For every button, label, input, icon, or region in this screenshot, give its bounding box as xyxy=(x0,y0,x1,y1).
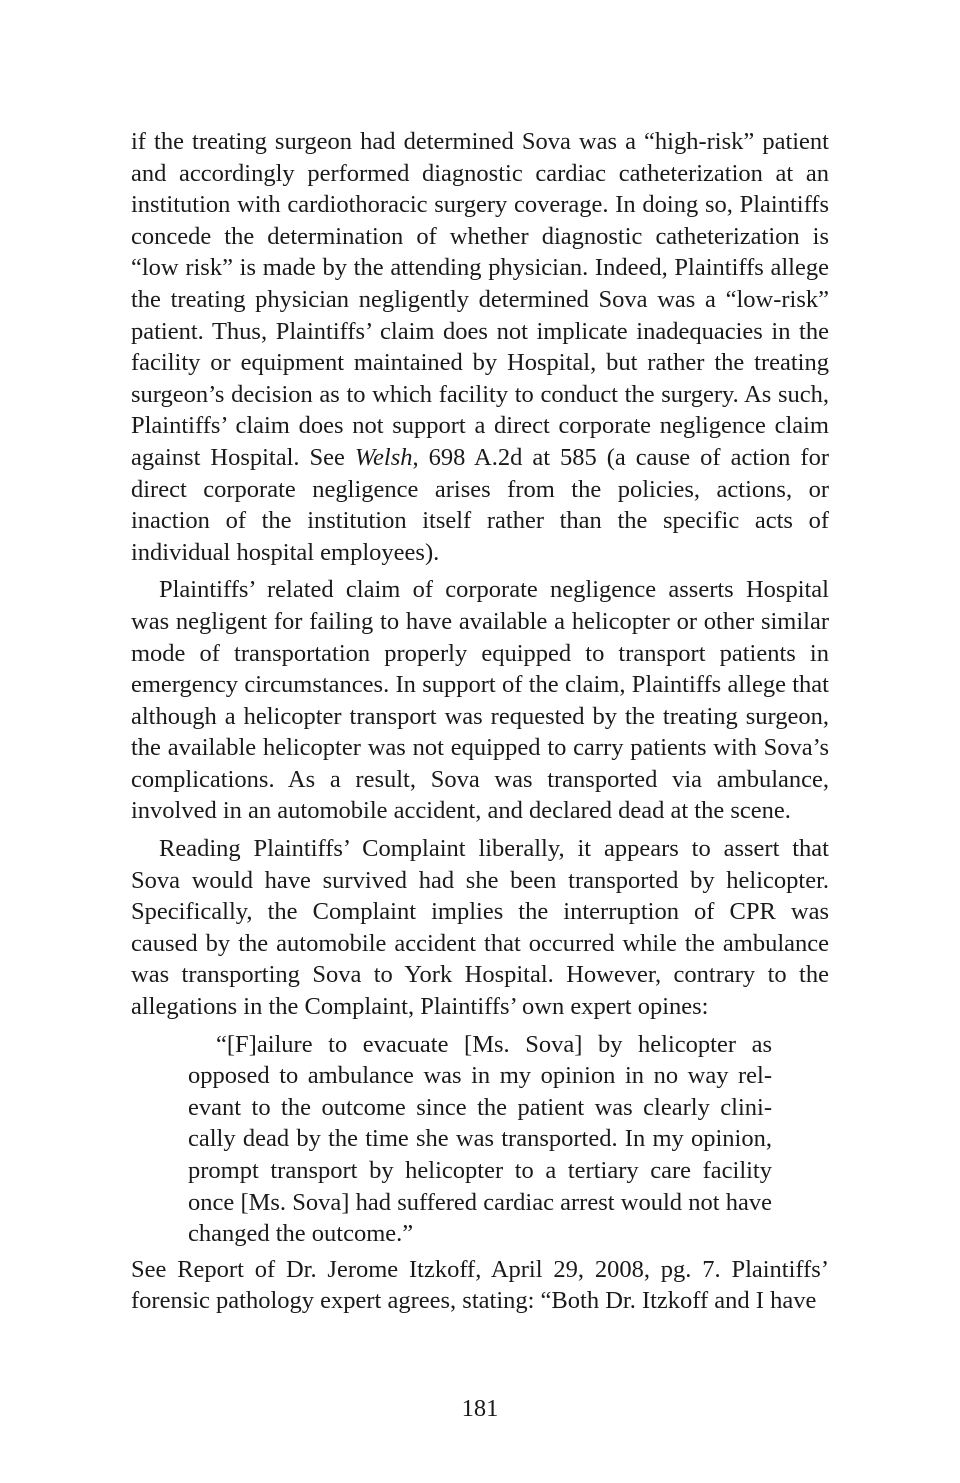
page-number: 181 xyxy=(461,1395,499,1422)
paragraph-2: Plaintiffs’ related claim of corporate negligence asserts Hospital was negligent for failing to have available a helicopter or other similar mode of transportation properly equipped to transport patients in emergency circumstances. In support of the claim, Plaintiffs allege that although a helicopter transport was requested by the treating surgeon, the available helicopter was not equipped to carry patients with Sova’s complications. As a result, Sova was transported via ambulance, involved in an automobile accident, and declared dead at the scene. xyxy=(131,576,829,825)
expert-quote-text: “[F]ailure to evacuate [Ms. Sova] by helicopter as opposed to ambulance was in my opinion in no way relevant to the outcome since the patient was clearly clinically dead by the time she was transported. In my opinion, prompt transport by helicopter to a tertiary care facility once [Ms. Sova] had suffered cardiac arrest would not have changed the outcome.” xyxy=(188,1030,772,1248)
paragraph-3: Reading Plaintiffs’ Complaint liberally, it appears to assert that Sova would have survived had she been transported by helicopter. Specifically, the Complaint implies the interruption of CPR was caused by the automobile accident that occurred while the ambulance was transporting Sova to York Hospital. However, contrary to the allegations in the Complaint, Plaintiffs’ own expert opines: xyxy=(131,835,829,1021)
paragraph-1-text: if the treating surgeon had determined Sova was a “high-risk” patient and accordingly performed diagnostic cardiac catheterization at an institution with cardiothoracic surgery coverage. In doing so, Plaintiffs concede the determination of whether diagnostic catheterization is “low risk” is made by the attending physician. Indeed, Plaintiffs allege the treating physician negligently determined Sova was a “low-risk” patient. Thus, Plaintiffs’ claim does not implicate inadequacies in the facility or equipment maintained by Hospital, but rather the treating surgeon’s decision as to which facility to conduct the surgery. As such, Plaintiffs’ claim does not support a direct corporate negligence claim against Hospital. See xyxy=(131,128,829,471)
paragraph-4: See Report of Dr. Jerome Itzkoff, April 29, 2008, pg. 7. Plaintiffs’ forensic pathology expert agrees, stating: “Both Dr. Itzkoff and I have xyxy=(131,1255,829,1315)
expert-quote xyxy=(188,1029,772,1250)
case-citation-welsh: Welsh xyxy=(354,443,413,471)
body-text xyxy=(131,126,829,1317)
paragraph-1-text-end: , 698 A.2d at 585 (a cause of action for direct corporate negligence arises from the policies, actions, or inaction of the institution itself rather than the specific acts of individual hospital employees). xyxy=(131,443,829,566)
paragraph-1 xyxy=(131,126,829,568)
